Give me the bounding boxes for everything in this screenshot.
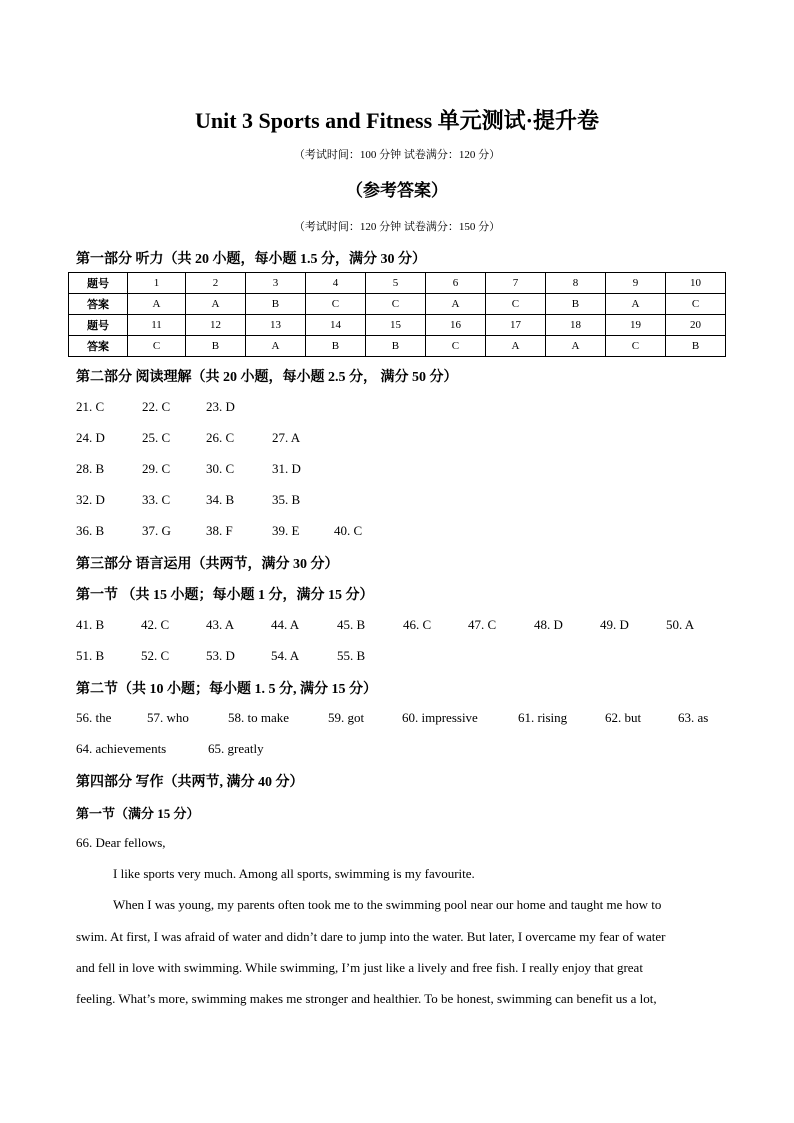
answer-key-title: （参考答案） — [346, 181, 448, 200]
answer-cell: B — [545, 294, 605, 315]
reading-answer: 34. B — [206, 492, 235, 507]
question-number-cell: 1 — [128, 273, 186, 294]
question-number-row — [69, 315, 726, 336]
answer-cell: C — [485, 294, 545, 315]
cloze-answer: 62. but — [605, 710, 642, 725]
question-number-cell: 2 — [185, 273, 245, 294]
language-answer: 43. A — [206, 617, 235, 632]
essay-line: swim. At first, I was afraid of water and didn’t dare to jump into the water. But later, I overcame my fear of water — [76, 929, 666, 944]
reading-answer: 23. D — [206, 399, 235, 414]
question-number-cell: 16 — [425, 315, 485, 336]
part3-heading: 第三部分 语言运用（共两节，满分 30 分） — [76, 557, 339, 572]
part2-heading: 第二部分 阅读理解（共 20 小题，每小题 2.5 分， 满分 50 分） — [76, 370, 458, 385]
answer-cell: C — [425, 336, 485, 357]
cloze-answer: 65. greatly — [208, 741, 264, 756]
reading-answer: 28. B — [76, 461, 105, 476]
language-answer: 50. A — [666, 617, 695, 632]
cloze-answer: 63. as — [678, 710, 709, 725]
cloze-answer: 58. to make — [228, 710, 290, 725]
document-title: Unit 3 Sports and Fitness 单元测试·提升卷 — [195, 108, 599, 133]
part4-section1-heading: 第一节（满分 15 分） — [76, 806, 200, 821]
part3-section1-heading: 第一节 （共 15 小题；每小题 1 分，满分 15 分） — [76, 588, 374, 603]
reading-answer: 37. G — [142, 523, 171, 538]
cloze-answer: 59. got — [328, 710, 365, 725]
question-number-cell: 19 — [605, 315, 665, 336]
question-number-cell: 4 — [305, 273, 365, 294]
question-number-cell: 15 — [365, 315, 425, 336]
reading-answer: 36. B — [76, 523, 105, 538]
question-number-cell: 8 — [545, 273, 605, 294]
cloze-answer: 60. impressive — [402, 710, 478, 725]
reading-answer: 27. A — [272, 430, 301, 445]
question-number-cell: 5 — [365, 273, 425, 294]
question-number-cell: 18 — [545, 315, 605, 336]
reading-answer: 38. F — [206, 523, 233, 538]
question-number-cell: 6 — [425, 273, 485, 294]
language-answer: 41. B — [76, 617, 105, 632]
row-label: 答案 — [69, 336, 128, 357]
question-number-cell: 11 — [128, 315, 186, 336]
language-answer: 51. B — [76, 648, 105, 663]
question-number-cell: 7 — [485, 273, 545, 294]
answer-cell: B — [245, 294, 305, 315]
reading-answer: 33. C — [142, 492, 171, 507]
language-answer: 49. D — [600, 617, 629, 632]
answer-cell: C — [665, 294, 725, 315]
question-number-cell: 14 — [305, 315, 365, 336]
reading-answer: 40. C — [334, 523, 363, 538]
cloze-answer: 56. the — [76, 710, 112, 725]
answer-cell: B — [185, 336, 245, 357]
language-answer: 44. A — [271, 617, 300, 632]
answer-cell: C — [365, 294, 425, 315]
cloze-answer: 64. achievements — [76, 741, 167, 756]
language-answer: 46. C — [403, 617, 432, 632]
answer-row — [69, 294, 726, 315]
cloze-answer: 57. who — [147, 710, 189, 725]
answer-cell: A — [485, 336, 545, 357]
exam-meta-2: （考试时间：120 分钟 试卷满分：150 分） — [293, 221, 501, 233]
reading-answer: 29. C — [142, 461, 171, 476]
essay-line: I like sports very much. Among all sports, swimming is my favourite. — [113, 866, 475, 881]
answer-cell: A — [128, 294, 186, 315]
language-answer: 55. B — [337, 648, 366, 663]
reading-answer: 21. C — [76, 399, 105, 414]
question-number-cell: 13 — [245, 315, 305, 336]
part1-heading: 第一部分 听力（共 20 小题，每小题 1.5 分，满分 30 分） — [76, 252, 426, 267]
answer-cell: C — [128, 336, 186, 357]
essay-salutation: 66. Dear fellows, — [76, 835, 166, 850]
reading-answer: 24. D — [76, 430, 105, 445]
answer-cell: A — [185, 294, 245, 315]
reading-answer: 25. C — [142, 430, 171, 445]
question-number-row — [69, 273, 726, 294]
reading-answer: 35. B — [272, 492, 301, 507]
language-answer: 47. C — [468, 617, 497, 632]
question-number-cell: 9 — [605, 273, 665, 294]
answer-cell: A — [605, 294, 665, 315]
reading-answer: 39. E — [272, 523, 300, 538]
cloze-answer: 61. rising — [518, 710, 568, 725]
listening-answer-table — [68, 272, 726, 357]
question-number-cell: 10 — [665, 273, 725, 294]
row-label: 题号 — [69, 315, 128, 336]
answer-row — [69, 336, 726, 357]
row-label: 答案 — [69, 294, 128, 315]
reading-answer: 30. C — [206, 461, 235, 476]
answer-cell: B — [665, 336, 725, 357]
row-label: 题号 — [69, 273, 128, 294]
reading-answer: 31. D — [272, 461, 301, 476]
answer-cell: A — [425, 294, 485, 315]
answer-cell: A — [545, 336, 605, 357]
language-answer: 45. B — [337, 617, 366, 632]
language-answer: 52. C — [141, 648, 170, 663]
answer-cell: B — [305, 336, 365, 357]
essay-line: feeling. What’s more, swimming makes me stronger and healthier. To be honest, swimming can benefit us a lot, — [76, 991, 657, 1006]
language-answer: 42. C — [141, 617, 170, 632]
reading-answer: 26. C — [206, 430, 235, 445]
question-number-cell: 12 — [185, 315, 245, 336]
language-answer: 54. A — [271, 648, 300, 663]
question-number-cell: 17 — [485, 315, 545, 336]
part4-heading: 第四部分 写作（共两节, 满分 40 分） — [76, 775, 304, 790]
part3-section2-heading: 第二节（共 10 小题；每小题 1. 5 分, 满分 15 分） — [76, 682, 377, 697]
answer-cell: C — [605, 336, 665, 357]
answer-cell: B — [365, 336, 425, 357]
answer-cell: C — [305, 294, 365, 315]
answer-cell: A — [245, 336, 305, 357]
essay-line: When I was young, my parents often took me to the swimming pool near our home and taught me how to — [113, 897, 662, 912]
reading-answer: 22. C — [142, 399, 171, 414]
exam-meta-1: （考试时间：100 分钟 试卷满分：120 分） — [293, 149, 501, 161]
essay-line: and fell in love with swimming. While swimming, I’m just like a lively and free fish. I really enjoy that great — [76, 960, 643, 975]
reading-answer: 32. D — [76, 492, 105, 507]
language-answer: 48. D — [534, 617, 563, 632]
question-number-cell: 20 — [665, 315, 725, 336]
language-answer: 53. D — [206, 648, 235, 663]
question-number-cell: 3 — [245, 273, 305, 294]
